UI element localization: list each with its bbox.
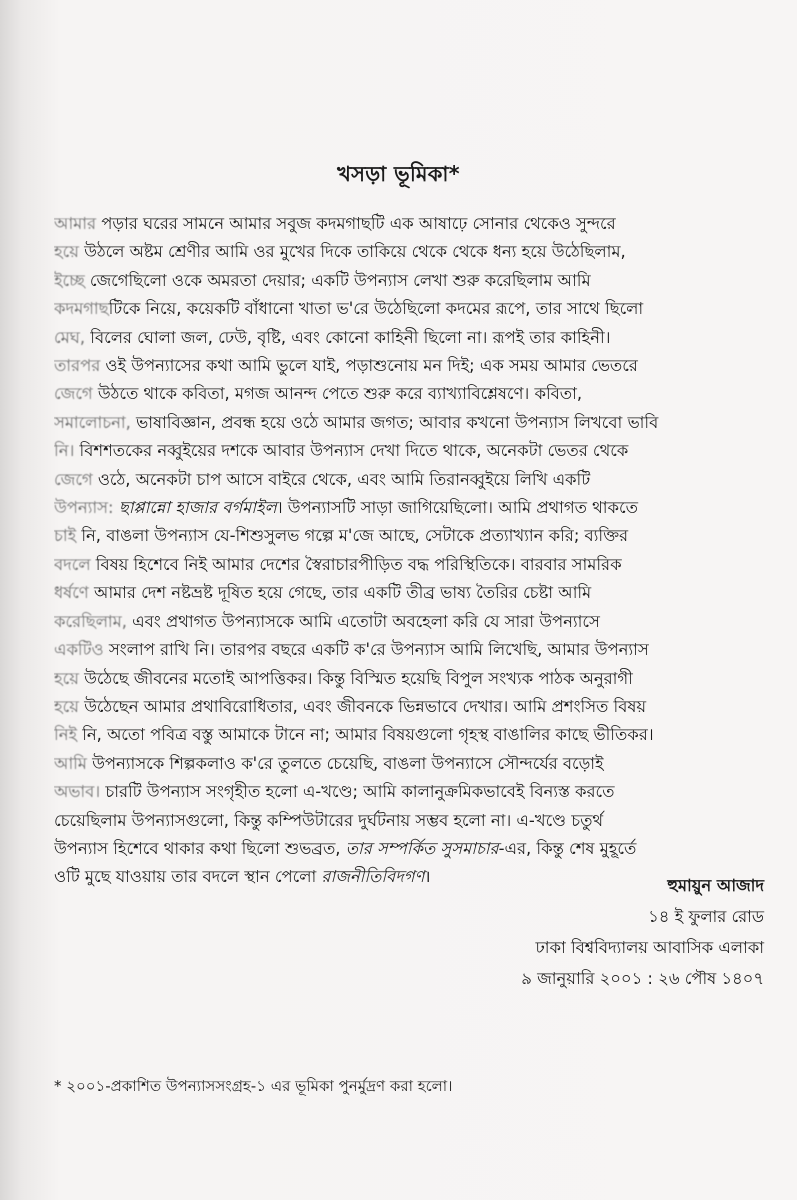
- line-lead-word: উপন্যাস: [54, 838, 109, 858]
- line-text-tail: -এর, কিন্তু শেষ মুহূর্তে: [498, 838, 637, 858]
- book-title: তার সম্পর্কিত সুসমাচার: [345, 838, 499, 858]
- line-lead-word: হয়ে: [54, 242, 79, 262]
- text-line: [54, 551, 766, 579]
- line-lead-word: একটিও: [54, 640, 104, 660]
- text-line: [54, 466, 766, 494]
- text-line: [54, 494, 766, 522]
- line-text: হিশেবে থাকার কথা ছিলো শুভব্রত,: [108, 838, 346, 858]
- line-text: জেগেছিলো ওকে অমরতা দেয়ার; একটি উপন্যাস লেখা শুরু করেছিলাম আমি: [84, 270, 591, 290]
- text-line: [54, 579, 766, 607]
- line-text: বিলের ঘোলা জল, ঢেউ, বৃষ্টি, এবং কোনো কাহিনী ছিলো না। রূপই তার কাহিনী।: [85, 327, 611, 347]
- page-title: খসড়া ভূমিকা*: [337, 162, 460, 186]
- line-lead-word: চাই: [54, 526, 77, 546]
- text-line: [54, 437, 766, 465]
- line-text: সংলাপ রাখি নি। তারপর বছরে একটি ক'রে উপন্যাস আমি লিখেছি, আমার উপন্যাস: [103, 640, 649, 660]
- line-text: আমার দেশ নষ্টভ্রষ্ট দূষিত হয়ে গেছে, তার একটি তীব্র ভাষ্য তৈরির চেষ্টা আমি: [88, 583, 592, 603]
- book-title: ছাপ্পান্নো হাজার বর্গমাইল: [113, 498, 277, 518]
- text-line: [54, 665, 766, 693]
- text-line: [54, 636, 766, 664]
- text-line: [54, 380, 766, 408]
- preface-body: [54, 210, 766, 892]
- text-line: [54, 238, 766, 266]
- author-name: হুমায়ুন আজাদ: [667, 876, 764, 895]
- line-lead-word: জেগে: [54, 384, 93, 404]
- line-text: বিশশতকের নব্বুইয়ের দশকে আবার উপন্যাস দেখা দিতে থাকে, অনেকটা ভেতর থেকে: [74, 441, 629, 461]
- line-text: ওই উপন্যাসের কথা আমি ভুলে যাই, পড়াশুনোয় মন দিই; এক সময় আমার ভেতরে: [100, 356, 638, 376]
- text-line: [54, 693, 766, 721]
- line-lead-word: আমার: [54, 214, 96, 233]
- line-lead-word: কদমগাছ: [54, 299, 109, 319]
- line-text: পড়ার ঘরের সামনে আমার সবুজ কদমগাছটি এক আষাঢ়ে সোনার থেকেও সুন্দরে: [96, 214, 616, 233]
- line-text: । উপন্যাসটি সাড়া জাগিয়েছিলো। আমি প্রথাগত থাকতে: [276, 498, 638, 518]
- line-text: উঠতে থাকে কবিতা, মগজ আনন্দ পেতে শুরু করে ব্যাখ্যাবিশ্লেষণে। কবিতা,: [92, 384, 583, 404]
- address-line-1: ১৪ ই ফুলার রোড: [648, 907, 764, 926]
- line-text: উঠলে অষ্টম শ্রেণীর আমি ওর মুখের দিকে তাকিয়ে থেকে থেকে ধন্য হয়ে উঠেছিলাম,: [78, 242, 626, 262]
- line-text: বিষয় হিশেবে নিই আমার দেশের স্বৈরাচারপীড়িত বদ্ধ পরিস্থিতিকে। বারবার সামরিক: [90, 554, 622, 574]
- text-line: [54, 778, 766, 806]
- line-lead-word: মেঘ,: [54, 327, 86, 347]
- line-lead-word: করেছিলাম,: [54, 611, 127, 631]
- line-lead-word: চেয়েছিলাম: [54, 810, 127, 830]
- text-line: [54, 608, 766, 636]
- line-text: ভাষাবিজ্ঞান, প্রবন্ধ হয়ে ওঠে আমার জগত; আবার কখনো উপন্যাস লিখবো ভাবি: [130, 412, 659, 432]
- line-text: ওঠে, অনেকটা চাপ আসে বাইরে থেকে, এবং আমি তিরানব্বুইয়ে লিখি একটি: [92, 469, 591, 489]
- line-lead-word: ইচ্ছে: [54, 270, 85, 290]
- line-text: এবং প্রথাগত উপন্যাসকে আমি এতোটা অবহেলা করি যে সারা উপন্যাসে: [126, 611, 600, 631]
- line-text: চারটি উপন্যাস সংগৃহীত হলো এ-খণ্ডে; আমি কালানুক্রমিকভাবেই বিন্যস্ত করতে: [100, 782, 615, 802]
- line-lead-word: ওটি: [54, 867, 80, 887]
- line-lead-word: নি।: [54, 441, 75, 461]
- line-lead-word: ধর্ষণে: [54, 583, 89, 603]
- text-line: [54, 295, 766, 323]
- text-line: [54, 522, 766, 550]
- line-lead-word: হয়ে: [54, 696, 79, 716]
- line-text: নি, বাঙলা উপন্যাস যে-শিশুসুলভ গল্পে ম'জে আছে, সেটাকে প্রত্যাখ্যান করি; ব্যক্তির: [76, 526, 629, 546]
- line-text: মুছে যাওয়ায় তার বদলে স্থান পেলো: [79, 867, 322, 887]
- footnote: * ২০০১-প্রকাশিত উপন্যাসসংগ্রহ-১ এর ভূমিকা পুনর্মুদ্রণ করা হলো।: [54, 1077, 453, 1095]
- text-line: [54, 409, 766, 437]
- line-lead-word: উপন্যাস:: [54, 498, 114, 518]
- address-line-2: ঢাকা বিশ্ববিদ্যালয় আবাসিক এলাকা: [535, 938, 764, 957]
- line-lead-word: সমালোচনা,: [54, 412, 131, 432]
- line-text: উঠেছে জীবনের মতোই আপত্তিকর। কিন্তু বিস্মিত হয়েছি বিপুল সংখ্যক পাঠক অনুরাগী: [78, 668, 633, 688]
- line-lead-word: হয়ে: [54, 668, 79, 688]
- line-text: উপন্যাসগুলো, কিন্তু কম্পিউটারের দুর্ঘটনায় সম্ভব হলো না। এ-খণ্ডে চতুর্থ: [126, 810, 604, 830]
- line-lead-word: বদলে: [54, 554, 91, 574]
- text-line: [54, 807, 766, 835]
- line-text-tail: ।: [424, 867, 431, 887]
- line-lead-word: অভাব।: [54, 782, 101, 802]
- line-lead-word: জেগে: [54, 469, 93, 489]
- text-line: [54, 267, 766, 295]
- line-text: নি, অতো পবিত্র বস্তু আমাকে টানে না; আমার বিষয়গুলো গৃহস্থ বাঙালির কাছে ভীতিকর।: [77, 725, 654, 745]
- book-title: রাজনীতিবিদগণ: [321, 867, 425, 887]
- text-line: [54, 352, 766, 380]
- line-lead-word: তারপর: [54, 356, 101, 376]
- line-text: উপন্যাসকে শিল্পকলাও ক'রে তুলতে চেয়েছি, বাঙলা উপন্যাসে সৌন্দর্যের বড়োই: [86, 753, 604, 773]
- line-lead-word: আমি: [54, 753, 87, 773]
- line-text: উঠেছেন আমার প্রথাবিরোধিতার, এবং জীবনকে ভিন্নভাবে দেখার। আমি প্রশংসিত বিষয়: [78, 696, 647, 716]
- signature-block: [304, 870, 764, 994]
- text-line: [54, 835, 766, 863]
- signature-date: ৯ জানুয়ারি ২০০১ : ২৬ পৌষ ১৪০৭: [521, 969, 764, 988]
- line-lead-word: নিই: [54, 725, 77, 745]
- text-line: [54, 324, 766, 352]
- text-line: [54, 750, 766, 778]
- line-text: টিকে নিয়ে, কয়েকটি বাঁধানো খাতা ভ'রে উঠেছিলো কদমের রূপে, তার সাথে ছিলো: [108, 299, 644, 319]
- text-line: [54, 210, 766, 238]
- text-line: [54, 721, 766, 749]
